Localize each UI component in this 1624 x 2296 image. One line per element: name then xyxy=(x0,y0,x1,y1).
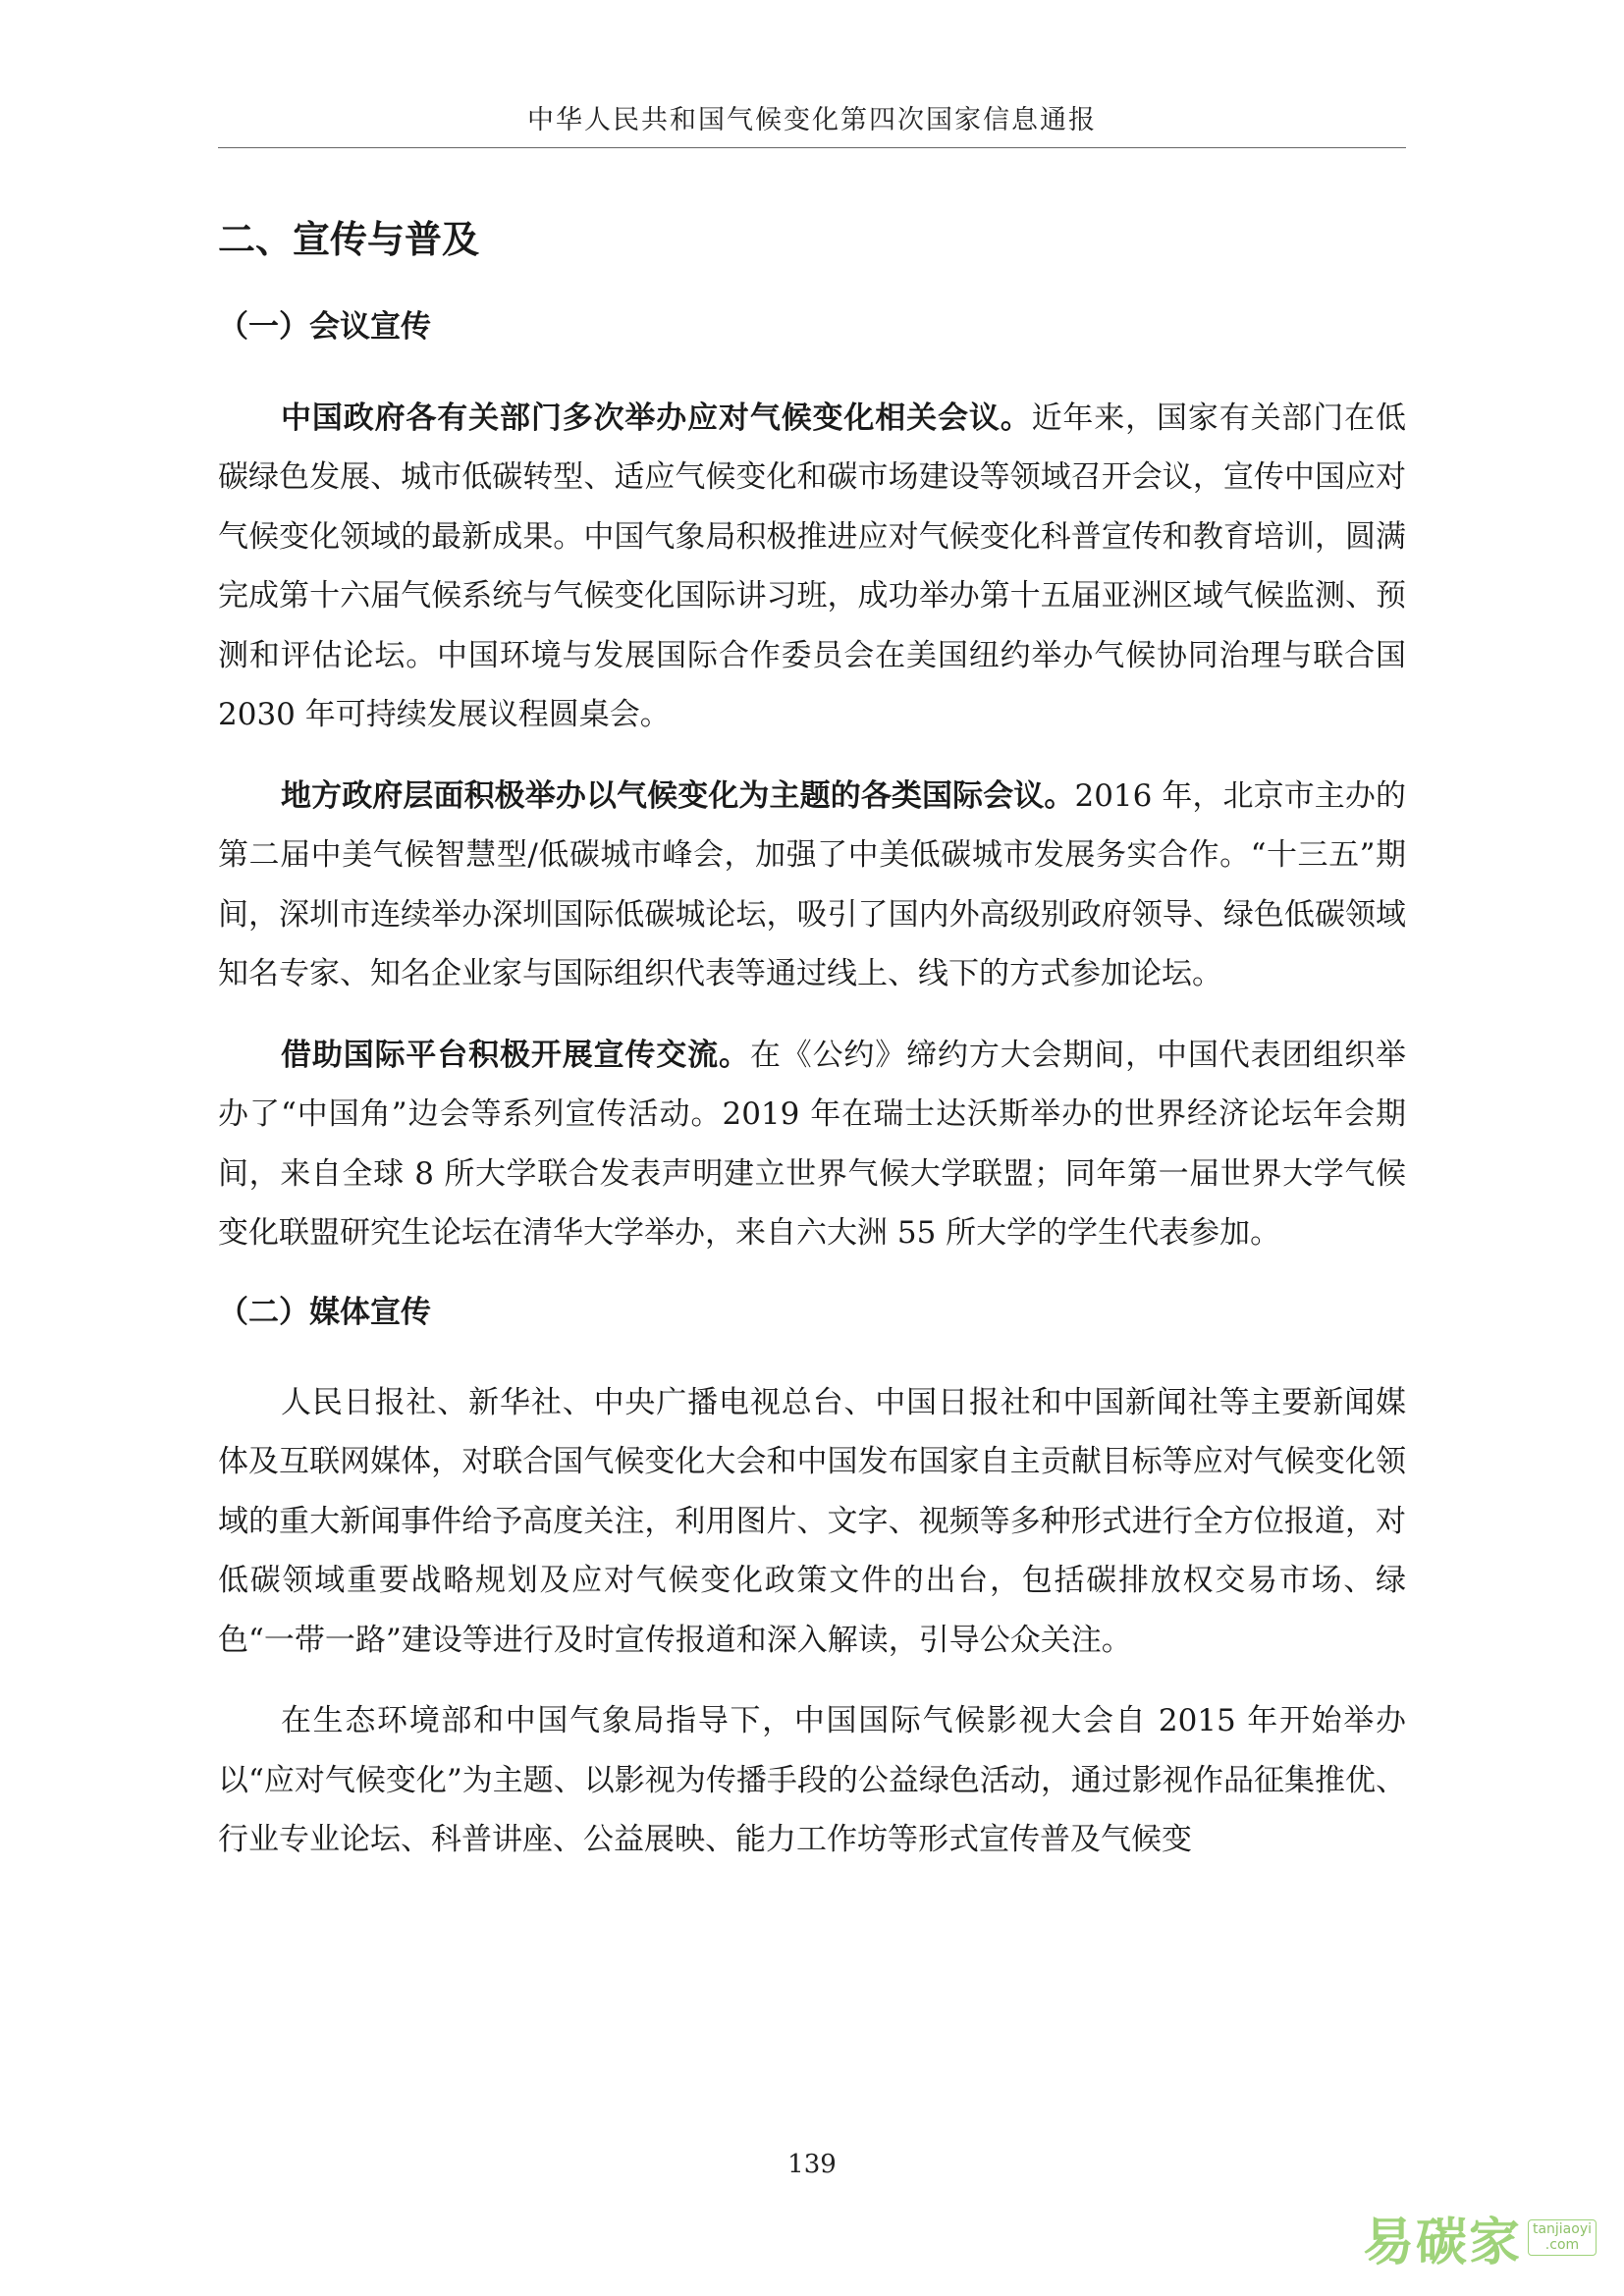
paragraph xyxy=(218,767,1406,1004)
paragraph-lead: 地方政府层面积极举办以气候变化为主题的各类国际会议。 xyxy=(281,777,1075,814)
watermark-domain-line1: tanjiaoyi xyxy=(1532,2221,1592,2238)
paragraph-text: 2016 年，北京市主办的第二届中美气候智慧型/低碳城市峰会，加强了中美低碳城市发展务实合作。“十三五”期间，深圳市连续举办深圳国际低碳城论坛，吸引了国内外高级别政府领导、绿色低碳领域知名专家、知名企业家与国际组织代表等通过线上、线下的方式参加论坛。 xyxy=(218,777,1406,992)
paragraph xyxy=(218,389,1406,745)
watermark-domain xyxy=(1528,2219,1597,2256)
watermark-logo-text: 易碳家 xyxy=(1362,2214,1522,2272)
page-number: 139 xyxy=(787,2150,837,2179)
paragraph-text: 在《公约》缔约方大会期间，中国代表团组织举办了“中国角”边会等系列宣传活动。2019 年在瑞士达沃斯举办的世界经济论坛年会期间，来自全球 8 所大学联合发表声明建立世界气候大学联盟；同年第一届世界大学气候变化联盟研究生论坛在清华大学举办，来自六大洲 55 所大学的学生代表参加。 xyxy=(218,1037,1407,1252)
watermark-logo xyxy=(1363,2201,1597,2274)
watermark-domain-line2: .com xyxy=(1544,2236,1580,2253)
paragraph-lead: 中国政府各有关部门多次举办应对气候变化相关会议。 xyxy=(281,400,1032,436)
paragraph-text: 在生态环境部和中国气象局指导下，中国国际气候影视大会自 2015 年开始举办以“应对气候变化”为主题、以影视为传播手段的公益绿色活动，通过影视作品征集推优、行业专业论坛、科普讲座、公益展映、能力工作坊等形式宣传普及气候变 xyxy=(218,1703,1406,1858)
paragraph xyxy=(218,1026,1406,1263)
subsection-title-meetings: （一）会议宣传 xyxy=(218,309,431,346)
paragraph xyxy=(218,1691,1406,1870)
running-header: 中华人民共和国气候变化第四次国家信息通报 xyxy=(527,105,1097,135)
subsection-title-media: （二）媒体宣传 xyxy=(218,1294,431,1330)
section-title: 二、宣传与普及 xyxy=(218,218,480,261)
header-rule xyxy=(218,147,1406,148)
page-content xyxy=(218,216,1406,1892)
paragraph-lead: 借助国际平台积极开展宣传交流。 xyxy=(281,1037,750,1073)
paragraph-text: 人民日报社、新华社、中央广播电视总台、中国日报社和中国新闻社等主要新闻媒体及互联网媒体，对联合国气候变化大会和中国发布国家自主贡献目标等应对气候变化领域的重大新闻事件给予高度关注，利用图片、文字、视频等多种形式进行全方位报道，对低碳领域重要战略规划及应对气候变化政策文件的出台，包括碳排放权交易市场、绿色“一带一路”建设等进行及时宣传报道和深入解读，引导公众关注。 xyxy=(218,1384,1406,1658)
paragraph-text: 近年来，国家有关部门在低碳绿色发展、城市低碳转型、适应气候变化和碳市场建设等领域召开会议，宣传中国应对气候变化领域的最新成果。中国气象局积极推进应对气候变化科普宣传和教育培训，圆满完成第十六届气候系统与气候变化国际讲习班，成功举办第十五届亚洲区域气候监测、预测和评估论坛。中国环境与发展国际合作委员会在美国纽约举办气候协同治理与联合国 2030 年可持续发展议程圆桌会。 xyxy=(218,400,1407,733)
paragraph xyxy=(218,1373,1406,1671)
